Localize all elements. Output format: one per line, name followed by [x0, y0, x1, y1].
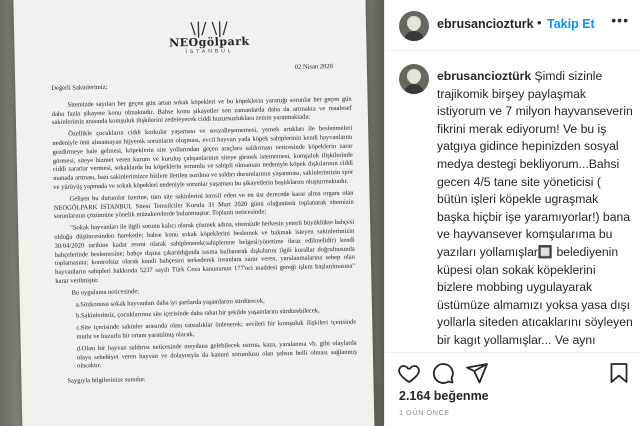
- avatar-body: [404, 31, 424, 41]
- letter-sign-off: Saygıyla bilgilerinize sunulur.: [67, 376, 146, 385]
- post-time-ago[interactable]: 1 GÜN ÖNCE: [399, 408, 450, 417]
- letter-greeting: Değerli Sakinlerimiz;: [51, 83, 108, 92]
- letter-paragraph: "Sokak hayvanları ile ilgili sorunu kalıcı olarak çözmek adına, sitemizde herkesin yeterli büyüklükte bahçesi olduğu düşüncesinden hareketle; bahse konu sokak köpeklerini beslemek ve bakmak isteyen sakinlerimizin 30/04/2020 tarihine kadar resmi olarak sahiplenerek(sahiplenme belgesi/yönetime ibraz edilmelidir) kendi bahçelerinde beslemesine; bahçe dışına çıkarıldığında tasma kullanarak dışkılarını ilgili kurallar doğrultusunda toplamasına; kontrolsüz olarak kendi bahçesini terkederek insanlara zarar veren, yaralanmalarına sebep olan hayvanların sahipleri hakkında 5237 sayılı Türk Ceza kanununun 177'nci maddesi gereği işlem başlatılmasına" karar verilmiştir.: [54, 218, 356, 285]
- post-caption: [385, 51, 640, 351]
- caption-avatar[interactable]: [399, 64, 429, 94]
- post-header: [385, 0, 640, 51]
- header-username[interactable]: ebrusanciozturk: [437, 17, 534, 31]
- letter-item: c.Site içerisinde sakinler arasında olası tatsızlıklar önlenerek; sevileri bir komşuluk ilişkileri içerisinde mutlu ve huzurlu bir ortam yaratılmış olacak,: [76, 318, 357, 341]
- bookmark-icon[interactable]: [607, 361, 631, 385]
- letter-paragraph: Bu uygulama neticesinde;: [71, 287, 140, 297]
- letter-item: d.Olası bir hayvan saldırısı neticesinde meydana gelebilecek ısırma, kaza, yaralanma vb. gibi olaylarda olaya sebebiyet veren hayvan ve dolayısıyla da kanuni sorumlusu olan şahsın belli olması sağlanmış olacaktır.: [76, 339, 357, 370]
- more-options-icon[interactable]: •••: [611, 12, 629, 28]
- avatar-face: [408, 70, 420, 84]
- share-icon[interactable]: [465, 361, 489, 385]
- likes-count[interactable]: 2.164 beğenme: [399, 389, 489, 403]
- avatar[interactable]: [399, 11, 429, 41]
- letter-paragraph: Sitemizde sayıları her geçen gün artan sokak köpekleri ve bu köpeklerin yarattığı sorunlar her geçen gün daha fazla şikayete konu olmaktadır. Bahse konu şikayetler son zamanlarda daha da artmakta ve maalesef sakinlerimiz arasında komşuluk ilişkilerini zedeleyecek ciddi huzursuzluklara zemin yaratmaktadır.: [51, 95, 352, 127]
- avatar-face: [408, 17, 420, 31]
- caption-username[interactable]: ebrusancioztürk: [437, 69, 532, 83]
- logo-subtitle: İSTANBUL: [185, 48, 234, 56]
- logo-name: NEOgölpark: [168, 34, 250, 50]
- grass-logo-icon: \|/ \|/: [190, 18, 228, 39]
- separator-dot: •: [537, 15, 542, 30]
- post-sidebar: [384, 0, 640, 426]
- caption-body: Şimdi sizinle trajikomik birşey paylaşmak istiyorum ve 7 milyon hayvanseverin fikrini merak ediyorum! Ve bu iş yatgıya gidince hepinizden sosyal medya destegi bekliyorum...Bahsi gecen 4/5 tane site yöneticisi ( bütün işleri köpekle ugraşmak başka hiçbir işe yaramıyorlar!) bana ve hayvansever komşularıma bu yazıları yollamışlar🔲 belediyenin küpesi olan sokak köpeklerini bizlere mobbing uygulayarak üstümüze almamızı yoksa yasa dışı yollarla siteden atıcaklarını söyleyen bir kagıt yollamışlar... Ve aynı: [437, 69, 633, 347]
- letter-item: b.Sakinlerimiz, çocuklarımız site içerisinde daha rahat bir şekilde yaşamlarını sürdürebilecek,: [75, 307, 320, 320]
- neogolpark-logo: [164, 18, 255, 56]
- letter-date: 02 Nisan 2020: [294, 63, 333, 71]
- letter-body: [51, 75, 357, 390]
- follow-button[interactable]: Takip Et: [547, 17, 595, 31]
- caption-text: [437, 68, 633, 351]
- comment-icon[interactable]: [431, 361, 455, 385]
- heart-icon[interactable]: [397, 361, 421, 385]
- avatar-body: [404, 84, 424, 94]
- letter-paragraph: Gelişen bu durumlar üzerine, tüm site sakinlerini temsil eden ve en üst derecede karar alma organı olan NEOGÖLPARK İSTANBUL Sitesi Temsilciler Kurulu 31 Mart 2020 günü olağanüstü toplanarak sitemizin sorunlarının çözümüne yönelik müzakerelerde bulunmuştur. Toplantı neticesinde;: [53, 189, 354, 221]
- letter-paragraph: Özellikle çocukların ciddi korkular yaşaması ve sosyalleşememesi, yemek artıkları ile beslenmeleri nedeniyle önü alınamayan hijyenik sorunların oluşması, evcil hayvan yada köpek sahiplerinin kendi hayvanlarını gezdirmeye hale gelmesi, köpeklerin site yollarından geçen araçlara saldırması neticesinde köpeklerin zarar görmesi, siteye hizmet veren kurum ve kuruluş çalışanlarının siteye girmek istememesi, komşuluk ilişkilerinde ciddi zararlar vermesi, sokaklarda bu köpeklerin sorumlu ve sahipli olmaması nedeniyle köpek dışkılarının ciddi manada artması, bazı sakinlerimizce bizlere iletilen ısırılma ve saldırı durumlarının yaşanması, sakinlerimizin spor ve yürüyüş yapmada ve sokak köpekleri nedeniyle sorunlar yaşaması bu şikayetlerin başlıklarını oluşturmaktadır.: [52, 124, 354, 191]
- letter-document: [13, 0, 374, 426]
- letter-item: a.Sözkonusu sokak hayvanları daha iyi şartlarda yaşamlarını sürdürecek,: [75, 297, 265, 309]
- action-bar: [385, 352, 640, 391]
